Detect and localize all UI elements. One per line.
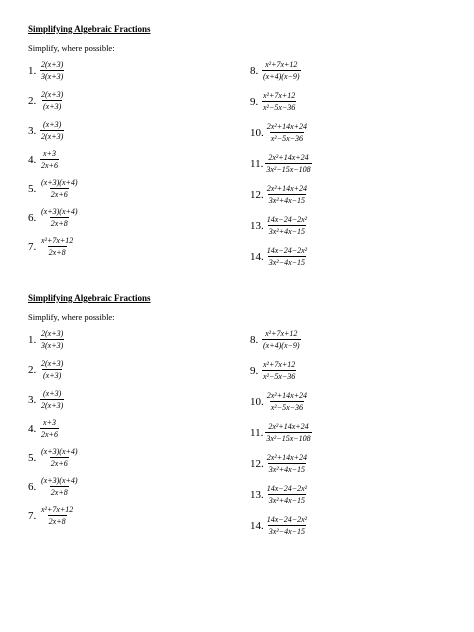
numerator: (x+3) — [43, 120, 62, 129]
numerator: (x+3)(x+4) — [41, 476, 78, 485]
fraction — [40, 505, 74, 526]
denominator: 3x²−15x−108 — [266, 165, 311, 174]
problem-item — [250, 484, 308, 505]
numerator: x+3 — [43, 149, 56, 158]
denominator: 3(x+3) — [41, 72, 64, 81]
problem-number: 10. — [250, 395, 264, 408]
problem-number: 12. — [250, 188, 264, 201]
problem-number: 1. — [28, 64, 37, 77]
problem-number: 11. — [250, 426, 264, 439]
fraction — [265, 153, 311, 174]
fraction — [40, 90, 64, 111]
problem-item — [28, 447, 79, 468]
denominator: 3x²+4x−15 — [268, 196, 306, 205]
problem-item — [28, 178, 79, 199]
fraction — [40, 447, 79, 468]
denominator: 2x+8 — [50, 219, 68, 228]
denominator: 3x²+4x−15 — [268, 465, 306, 474]
problem-number: 6. — [28, 480, 37, 493]
problem-number: 7. — [28, 240, 37, 253]
fraction — [266, 453, 308, 474]
numerator: x²+7x+12 — [265, 60, 298, 69]
fraction — [40, 236, 74, 257]
numerator: x²+7x+12 — [265, 329, 298, 338]
worksheet-instructions: Simplify, where possible: — [28, 312, 115, 322]
problem-number: 9. — [250, 95, 259, 108]
problem-item — [28, 476, 79, 497]
numerator: 2x²+14x+24 — [266, 184, 308, 193]
fraction — [40, 329, 64, 350]
problem-item — [28, 207, 79, 228]
fraction — [40, 389, 64, 410]
fraction — [40, 60, 64, 81]
fraction — [40, 418, 59, 439]
numerator: 2(x+3) — [41, 359, 64, 368]
problem-number: 2. — [28, 363, 37, 376]
numerator: 2x²+14x+24 — [266, 122, 308, 131]
problem-number: 11. — [250, 157, 264, 170]
problem-item — [250, 91, 296, 112]
problem-number: 4. — [28, 153, 37, 166]
problem-number: 4. — [28, 422, 37, 435]
problem-number: 1. — [28, 333, 37, 346]
denominator: 3(x+3) — [41, 341, 64, 350]
numerator: 2(x+3) — [41, 90, 64, 99]
numerator: (x+3)(x+4) — [41, 207, 78, 216]
problem-item — [250, 60, 301, 81]
denominator: 2x+6 — [41, 430, 58, 439]
problem-item — [250, 184, 308, 205]
denominator: 3x²−4x−15 — [268, 258, 306, 267]
problem-number: 8. — [250, 64, 259, 77]
problem-item — [28, 505, 74, 526]
denominator: (x+4)(x−9) — [263, 72, 300, 81]
denominator: 3x²+4x−15 — [268, 496, 306, 505]
denominator: 3x²−15x−108 — [266, 434, 311, 443]
numerator: x²+7x+12 — [41, 236, 74, 245]
problem-item — [28, 149, 59, 170]
denominator: x²−5x−36 — [263, 103, 296, 112]
denominator: 2(x+3) — [41, 401, 64, 410]
problem-number: 5. — [28, 451, 37, 464]
problem-item — [250, 515, 308, 536]
fraction — [266, 515, 308, 536]
denominator: 3x²−4x−15 — [268, 527, 306, 536]
problem-number: 14. — [250, 519, 264, 532]
problem-item — [28, 359, 64, 380]
problem-number: 3. — [28, 393, 37, 406]
problem-item — [250, 422, 312, 443]
problem-number: 9. — [250, 364, 259, 377]
worksheet-title: Simplifying Algebraic Fractions — [28, 293, 151, 303]
fraction — [266, 246, 308, 267]
fraction — [40, 149, 59, 170]
problem-item — [28, 418, 59, 439]
numerator: 2x²+14x+24 — [268, 422, 309, 431]
numerator: 2(x+3) — [41, 329, 64, 338]
fraction — [40, 207, 79, 228]
fraction — [266, 184, 308, 205]
denominator: 2x+8 — [50, 488, 68, 497]
problem-number: 2. — [28, 94, 37, 107]
numerator: 2x²+14x+24 — [266, 453, 308, 462]
worksheet-instructions: Simplify, where possible: — [28, 43, 115, 53]
problem-item — [28, 389, 64, 410]
numerator: 2x²+14x+24 — [268, 153, 309, 162]
problem-item — [28, 329, 64, 350]
fraction — [262, 60, 301, 81]
fraction — [40, 120, 64, 141]
fraction — [40, 178, 79, 199]
denominator: x²−5x−36 — [263, 372, 296, 381]
numerator: x+3 — [43, 418, 56, 427]
denominator: x²−5x−36 — [270, 403, 304, 412]
problem-number: 13. — [250, 219, 264, 232]
numerator: 14x−24−2x² — [266, 515, 308, 524]
problem-item — [28, 60, 64, 81]
problem-number: 8. — [250, 333, 259, 346]
problem-number: 7. — [28, 509, 37, 522]
problem-item — [250, 360, 296, 381]
problem-number: 14. — [250, 250, 264, 263]
fraction — [266, 391, 308, 412]
fraction — [40, 359, 64, 380]
fraction — [262, 329, 301, 350]
problem-item — [28, 120, 64, 141]
fraction — [262, 91, 296, 112]
problem-item — [250, 391, 308, 412]
problem-number: 10. — [250, 126, 264, 139]
problem-item — [250, 329, 301, 350]
problem-item — [250, 122, 308, 143]
denominator: 2(x+3) — [41, 132, 64, 141]
problem-item — [250, 453, 308, 474]
numerator: x²+7x+12 — [263, 360, 296, 369]
fraction — [266, 484, 308, 505]
numerator: x²+7x+12 — [41, 505, 74, 514]
problem-item — [250, 215, 308, 236]
problem-item — [250, 246, 308, 267]
numerator: x²+7x+12 — [263, 91, 296, 100]
numerator: 14x−24−2x² — [266, 484, 308, 493]
numerator: (x+3)(x+4) — [41, 178, 78, 187]
numerator: 14x−24−2x² — [266, 246, 308, 255]
problem-item — [250, 153, 312, 174]
denominator: 2x+6 — [41, 161, 58, 170]
problem-number: 13. — [250, 488, 264, 501]
fraction — [262, 360, 296, 381]
denominator: 2x+8 — [48, 248, 66, 257]
denominator: 2x+6 — [50, 459, 68, 468]
numerator: (x+3) — [43, 389, 62, 398]
numerator: (x+3)(x+4) — [41, 447, 78, 456]
worksheet-title: Simplifying Algebraic Fractions — [28, 24, 151, 34]
denominator: (x+4)(x−9) — [263, 341, 300, 350]
denominator: 3x²+4x−15 — [268, 227, 306, 236]
fraction — [266, 122, 308, 143]
problem-number: 3. — [28, 124, 37, 137]
fraction — [265, 422, 311, 443]
denominator: 2x+6 — [50, 190, 68, 199]
numerator: 2x²+14x+24 — [266, 391, 308, 400]
denominator: x²−5x−36 — [270, 134, 304, 143]
problem-item — [28, 90, 64, 111]
numerator: 14x−24−2x² — [266, 215, 308, 224]
problem-number: 5. — [28, 182, 37, 195]
problem-number: 6. — [28, 211, 37, 224]
denominator: (x+3) — [43, 102, 62, 111]
fraction — [266, 215, 308, 236]
problem-item — [28, 236, 74, 257]
problem-number: 12. — [250, 457, 264, 470]
denominator: (x+3) — [43, 371, 62, 380]
numerator: 2(x+3) — [41, 60, 64, 69]
fraction — [40, 476, 79, 497]
denominator: 2x+8 — [48, 517, 66, 526]
